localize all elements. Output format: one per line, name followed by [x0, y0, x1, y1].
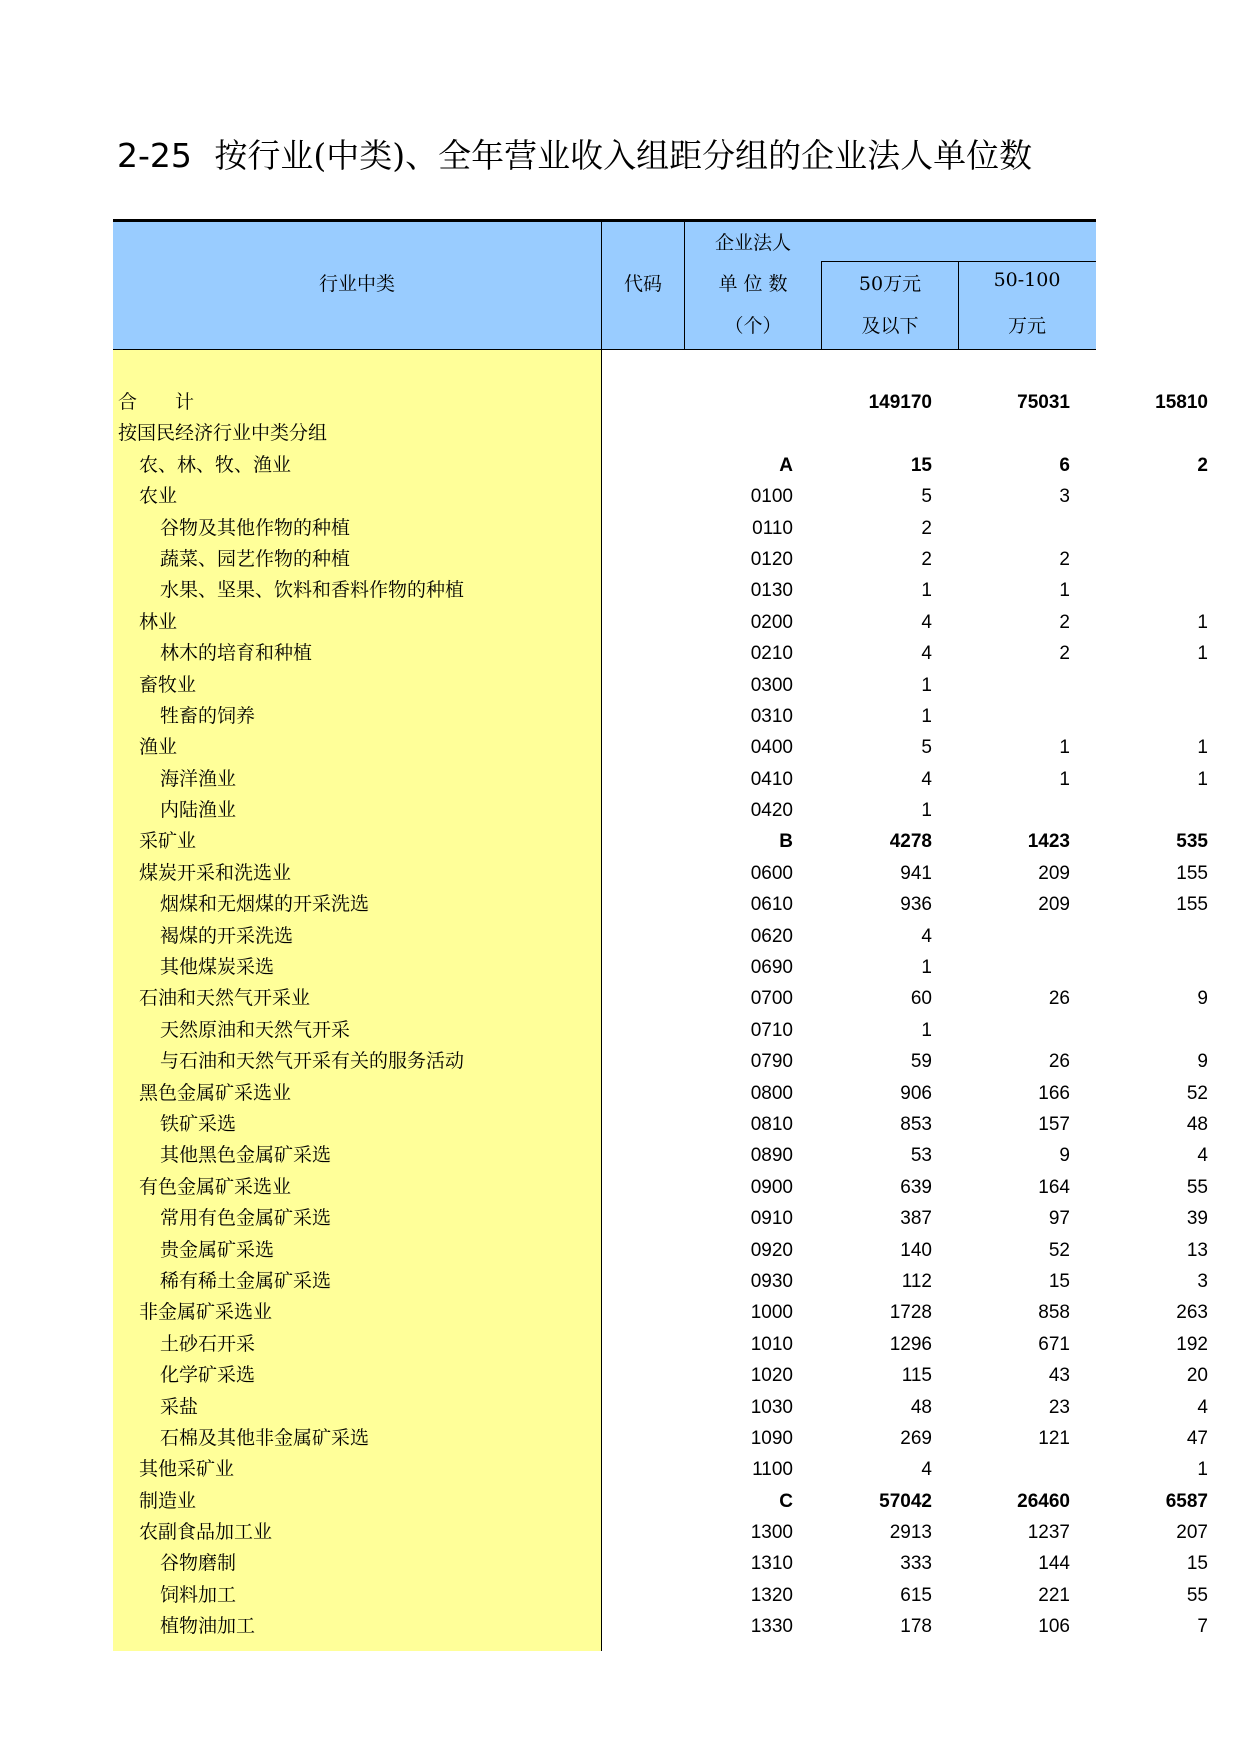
industry-name: 其他黑色金属矿采选 — [160, 1144, 332, 1167]
count-under-50: 26460 — [1017, 1490, 1070, 1512]
count-50-100: 52 — [1186, 1082, 1208, 1104]
table-number: 2-25 — [117, 136, 192, 175]
table-row — [113, 1046, 1208, 1077]
industry-code: 0200 — [750, 611, 793, 633]
count-under-50: 166 — [1038, 1082, 1070, 1104]
count-50-100: 9 — [1197, 988, 1208, 1010]
industry-code: 0700 — [750, 988, 793, 1010]
unit-count: 1 — [921, 674, 932, 696]
table-row — [113, 983, 1208, 1014]
unit-count: 60 — [910, 988, 932, 1010]
industry-code: C — [779, 1490, 793, 1512]
count-under-50: 1 — [1059, 737, 1070, 759]
industry-code: 1010 — [750, 1333, 793, 1355]
header-units-mid: 单 位 数 — [718, 273, 788, 295]
header-group2-bottom: 万元 — [1007, 315, 1046, 337]
count-under-50: 26 — [1048, 988, 1070, 1010]
count-50-100: 48 — [1186, 1113, 1208, 1135]
count-under-50: 1 — [1059, 768, 1070, 790]
industry-name: 林木的培育和种植 — [160, 642, 313, 665]
industry-code: 0210 — [750, 643, 793, 665]
industry-name: 海洋渔业 — [160, 767, 237, 790]
industry-code: 1310 — [750, 1553, 793, 1575]
table-row — [113, 481, 1096, 512]
unit-count: 149170 — [868, 392, 932, 413]
unit-count: 615 — [900, 1584, 932, 1606]
industry-code: 0310 — [750, 705, 793, 727]
industry-name: 水果、坚果、饮料和香料作物的种植 — [160, 579, 465, 602]
count-50-100: 55 — [1186, 1584, 1208, 1606]
table-row — [113, 1392, 1208, 1423]
count-under-50: 671 — [1038, 1333, 1070, 1355]
unit-count: 5 — [921, 486, 932, 508]
unit-count: 4 — [921, 611, 932, 633]
industry-name: 谷物及其他作物的种植 — [160, 516, 351, 539]
industry-code: 0600 — [750, 862, 793, 884]
unit-count: 333 — [900, 1553, 932, 1575]
industry-code: 0920 — [750, 1239, 793, 1261]
industry-name: 蔬菜、园艺作物的种植 — [160, 547, 351, 570]
unit-count: 639 — [900, 1176, 932, 1198]
industry-code: 1330 — [750, 1616, 793, 1638]
unit-count: 1728 — [889, 1302, 932, 1324]
count-under-50: 121 — [1038, 1427, 1070, 1449]
industry-code: 0710 — [750, 1019, 793, 1041]
table-row — [113, 1172, 1208, 1203]
header-group1-bottom: 及以下 — [861, 315, 919, 337]
count-50-100: 1 — [1197, 611, 1208, 633]
industry-name: 农业 — [139, 485, 178, 508]
unit-count: 5 — [921, 737, 932, 759]
industry-name: 非金属矿采选业 — [139, 1301, 273, 1324]
unit-count: 1 — [921, 705, 932, 727]
industry-name: 其他采矿业 — [139, 1458, 235, 1481]
count-under-50: 75031 — [1017, 392, 1070, 413]
table-row — [113, 1235, 1208, 1266]
industry-name: 制造业 — [139, 1489, 197, 1512]
industry-name: 土砂石开采 — [160, 1332, 256, 1355]
table-row — [113, 387, 1208, 418]
table-row — [113, 1454, 1208, 1485]
industry-code: 0420 — [750, 800, 793, 822]
table-row — [113, 795, 1096, 826]
industry-name: 植物油加工 — [160, 1615, 256, 1638]
industry-code: 0130 — [750, 580, 793, 602]
unit-count: 48 — [910, 1396, 932, 1418]
industry-code: 0100 — [750, 486, 793, 508]
industry-name: 谷物磨制 — [160, 1552, 237, 1575]
count-50-100: 192 — [1176, 1333, 1208, 1355]
table-row — [113, 1078, 1208, 1109]
unit-count: 59 — [910, 1051, 932, 1073]
unit-count: 936 — [900, 894, 932, 916]
table-row — [113, 764, 1208, 795]
unit-count: 2913 — [889, 1522, 932, 1544]
page-title — [117, 130, 1032, 177]
count-50-100: 15810 — [1155, 392, 1208, 413]
industry-name: 采矿业 — [139, 830, 197, 853]
count-50-100: 2 — [1197, 454, 1208, 476]
table-row — [113, 889, 1208, 920]
industry-code: 1000 — [750, 1302, 793, 1324]
industry-code: 0800 — [750, 1082, 793, 1104]
table-row — [113, 1015, 1096, 1046]
table-row — [113, 544, 1096, 575]
industry-name: 采盐 — [160, 1395, 199, 1418]
count-50-100: 4 — [1197, 1145, 1208, 1167]
table-row — [113, 450, 1208, 481]
industry-code: 0620 — [750, 925, 793, 947]
unit-count: 4 — [921, 643, 932, 665]
header-units-bottom: （个） — [724, 315, 782, 337]
count-50-100: 7 — [1197, 1616, 1208, 1638]
industry-name: 贵金属矿采选 — [160, 1238, 275, 1261]
unit-count: 4 — [921, 925, 932, 947]
table-row — [113, 1297, 1208, 1328]
industry-name: 内陆渔业 — [160, 799, 237, 822]
industry-code: 0900 — [750, 1176, 793, 1198]
industry-name: 与石油和天然气开采有关的服务活动 — [160, 1050, 465, 1073]
count-50-100: 1 — [1197, 737, 1208, 759]
unit-count: 387 — [900, 1208, 932, 1230]
table-row — [113, 858, 1208, 889]
industry-code: 0110 — [752, 517, 793, 539]
table-row — [113, 607, 1208, 638]
industry-name: 饲料加工 — [160, 1583, 237, 1606]
table-title: 按行业(中类)、全年营业收入组距分组的企业法人单位数 — [214, 136, 1033, 175]
count-50-100: 1 — [1197, 643, 1208, 665]
unit-count: 941 — [900, 862, 932, 884]
industry-name: 褐煤的开采洗选 — [160, 924, 294, 947]
table-row — [113, 921, 1096, 952]
industry-name: 化学矿采选 — [160, 1364, 256, 1387]
count-under-50: 26 — [1048, 1051, 1070, 1073]
unit-count: 57042 — [879, 1490, 932, 1512]
count-under-50: 6 — [1059, 454, 1070, 476]
industry-code: 0910 — [750, 1208, 793, 1230]
industry-name: 农副食品加工业 — [139, 1521, 273, 1544]
table-row — [113, 1140, 1208, 1171]
count-50-100: 20 — [1186, 1365, 1208, 1387]
count-under-50: 52 — [1048, 1239, 1070, 1261]
count-50-100: 155 — [1176, 862, 1208, 884]
count-50-100: 13 — [1186, 1239, 1208, 1261]
table-row — [113, 1517, 1208, 1548]
count-under-50: 97 — [1048, 1208, 1070, 1230]
table-row — [113, 1548, 1208, 1579]
industry-name: 石油和天然气开采业 — [139, 987, 311, 1010]
count-under-50: 209 — [1038, 894, 1070, 916]
unit-count: 112 — [901, 1270, 932, 1292]
table-row — [113, 1360, 1208, 1391]
unit-count: 853 — [900, 1113, 932, 1135]
industry-name: 黑色金属矿采选业 — [139, 1081, 292, 1104]
table-body — [113, 350, 1208, 1643]
table-row — [113, 1266, 1208, 1297]
table-row — [113, 1329, 1208, 1360]
unit-count: 140 — [900, 1239, 932, 1261]
industry-name: 其他煤炭采选 — [160, 956, 275, 979]
table-row — [113, 1203, 1208, 1234]
industry-code: 0400 — [750, 737, 793, 759]
count-under-50: 23 — [1048, 1396, 1070, 1418]
industry-name: 稀有稀土金属矿采选 — [160, 1269, 332, 1292]
industry-name: 合 计 — [118, 391, 195, 413]
unit-count: 4 — [921, 1459, 932, 1481]
industry-name: 石棉及其他非金属矿采选 — [160, 1426, 370, 1449]
industry-code: 0690 — [750, 957, 793, 979]
table-row — [113, 1109, 1208, 1140]
count-under-50: 1 — [1059, 580, 1070, 602]
count-50-100: 3 — [1197, 1270, 1208, 1292]
count-50-100: 1 — [1197, 768, 1208, 790]
unit-count: 1 — [921, 800, 932, 822]
count-under-50: 164 — [1038, 1176, 1070, 1198]
unit-count: 53 — [910, 1145, 932, 1167]
industry-code: 1090 — [750, 1427, 793, 1449]
count-50-100: 1 — [1197, 1459, 1208, 1481]
count-under-50: 106 — [1038, 1616, 1070, 1638]
industry-name: 农、林、牧、渔业 — [139, 453, 292, 476]
industry-name: 铁矿采选 — [160, 1112, 237, 1135]
header-group2-top: 50-100 — [993, 269, 1061, 291]
count-under-50: 144 — [1038, 1553, 1070, 1575]
count-under-50: 2 — [1059, 611, 1070, 633]
industry-name: 渔业 — [139, 736, 178, 759]
industry-name: 天然原油和天然气开采 — [160, 1018, 351, 1041]
industry-name: 有色金属矿采选业 — [139, 1175, 292, 1198]
count-under-50: 221 — [1038, 1584, 1070, 1606]
industry-code: 0810 — [750, 1113, 793, 1135]
table-row — [113, 1611, 1208, 1642]
industry-code: 1020 — [750, 1365, 793, 1387]
count-50-100: 4 — [1197, 1396, 1208, 1418]
industry-code: 0890 — [750, 1145, 793, 1167]
unit-count: 1 — [921, 1019, 932, 1041]
table-row — [113, 638, 1208, 669]
table-row — [113, 418, 1096, 449]
count-under-50: 209 — [1038, 862, 1070, 884]
industry-code: A — [779, 454, 793, 476]
industry-code: 1300 — [750, 1522, 793, 1544]
industry-name: 林业 — [139, 610, 178, 633]
unit-count: 1296 — [889, 1333, 932, 1355]
statistics-table — [113, 219, 1208, 1643]
unit-count: 2 — [921, 517, 932, 539]
count-50-100: 155 — [1176, 894, 1208, 916]
table-row — [113, 1486, 1208, 1517]
count-50-100: 207 — [1176, 1522, 1208, 1544]
count-50-100: 15 — [1186, 1553, 1208, 1575]
count-under-50: 3 — [1059, 486, 1070, 508]
table-row — [113, 732, 1208, 763]
industry-code: 1320 — [750, 1584, 793, 1606]
table-header — [113, 219, 1096, 350]
table-row — [113, 513, 1096, 544]
count-under-50: 9 — [1059, 1145, 1070, 1167]
table-row — [113, 826, 1208, 857]
header-code: 代码 — [623, 273, 662, 295]
unit-count: 4278 — [889, 831, 932, 853]
count-under-50: 1423 — [1027, 831, 1070, 853]
table-row — [113, 701, 1096, 732]
count-under-50: 1237 — [1027, 1522, 1070, 1544]
count-under-50: 2 — [1059, 548, 1070, 570]
count-under-50: 157 — [1038, 1113, 1070, 1135]
industry-code: 0610 — [750, 894, 793, 916]
unit-count: 4 — [921, 768, 932, 790]
industry-code: B — [779, 831, 793, 853]
industry-code: 1030 — [750, 1396, 793, 1418]
unit-count: 115 — [901, 1365, 932, 1387]
unit-count: 906 — [900, 1082, 932, 1104]
header-industry: 行业中类 — [318, 273, 395, 295]
industry-name: 烟煤和无烟煤的开采洗选 — [160, 893, 370, 916]
header-group1-top: 50万元 — [858, 273, 922, 295]
count-under-50: 15 — [1048, 1270, 1070, 1292]
industry-code: 1100 — [752, 1459, 793, 1481]
count-50-100: 6587 — [1165, 1490, 1208, 1512]
industry-name: 按国民经济行业中类分组 — [118, 422, 328, 445]
count-50-100: 55 — [1186, 1176, 1208, 1198]
unit-count: 1 — [921, 580, 932, 602]
unit-count: 178 — [900, 1616, 932, 1638]
industry-code: 0930 — [750, 1270, 793, 1292]
industry-code: 0410 — [750, 768, 793, 790]
unit-count: 15 — [910, 454, 932, 476]
count-50-100: 535 — [1176, 831, 1208, 853]
count-50-100: 39 — [1186, 1208, 1208, 1230]
unit-count: 269 — [900, 1427, 932, 1449]
count-50-100: 47 — [1186, 1427, 1208, 1449]
count-50-100: 263 — [1176, 1302, 1208, 1324]
count-under-50: 858 — [1038, 1302, 1070, 1324]
count-under-50: 2 — [1059, 643, 1070, 665]
table-row — [113, 1580, 1208, 1611]
table-row — [113, 670, 1096, 701]
industry-code: 0790 — [750, 1051, 793, 1073]
industry-name: 畜牧业 — [139, 673, 197, 696]
table-row — [113, 575, 1096, 606]
count-under-50: 43 — [1048, 1365, 1070, 1387]
unit-count: 1 — [921, 957, 932, 979]
table-row — [113, 952, 1096, 983]
count-50-100: 9 — [1197, 1051, 1208, 1073]
unit-count: 2 — [921, 548, 932, 570]
industry-code: 0300 — [750, 674, 793, 696]
industry-name: 牲畜的饲养 — [160, 704, 256, 727]
header-units-top: 企业法人 — [714, 232, 791, 254]
industry-name: 常用有色金属矿采选 — [160, 1207, 332, 1230]
industry-code: 0120 — [750, 548, 793, 570]
industry-name: 煤炭开采和洗选业 — [139, 861, 292, 884]
table-row — [113, 1423, 1208, 1454]
